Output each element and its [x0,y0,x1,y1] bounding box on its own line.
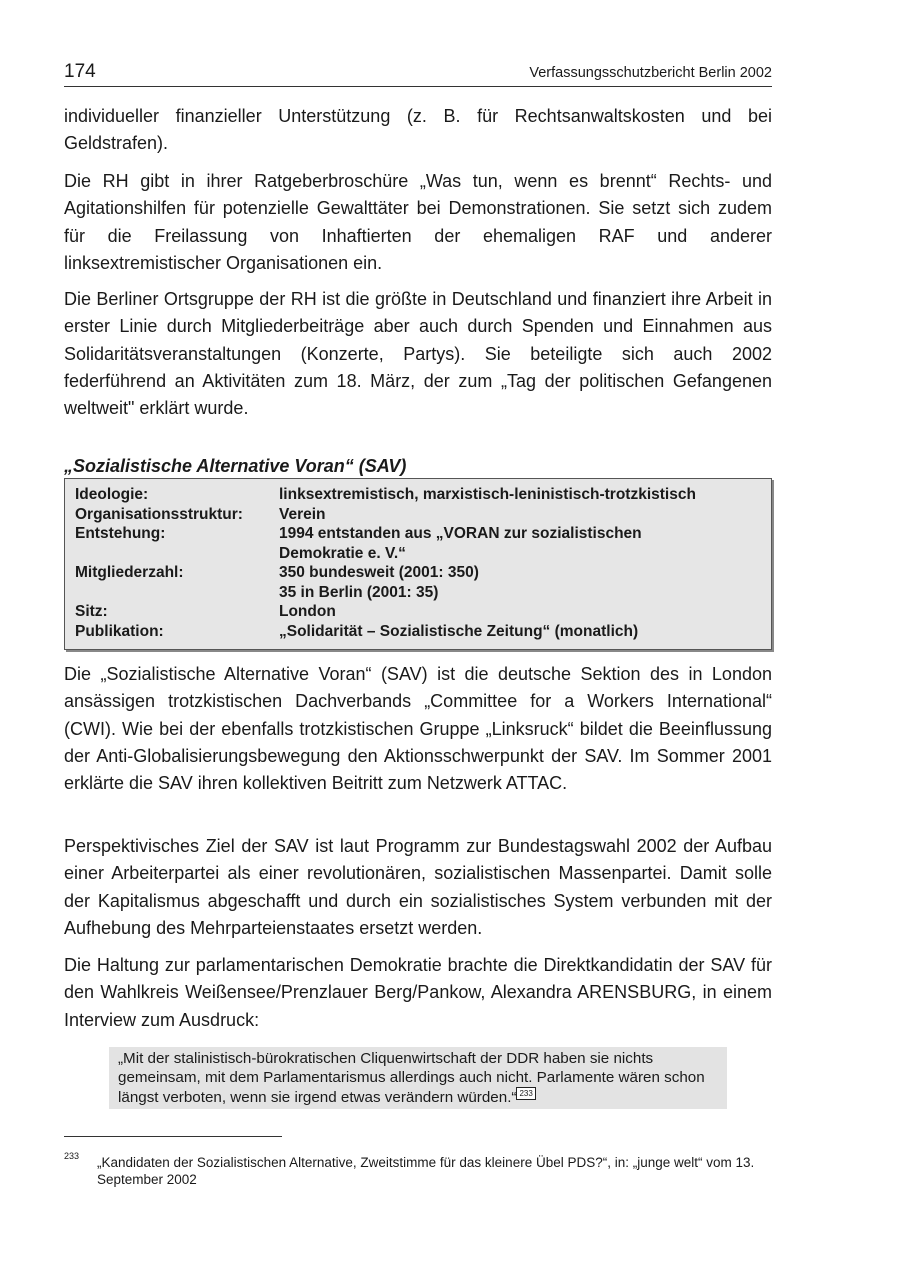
paragraph: Die Berliner Ortsgruppe der RH ist die größte in Deutschland und finanziert ihre Arbeit in erster Linie durch Mitgliederbeiträge aber auch durch Spenden und Einnahmen aus Solidaritätsveranstaltungen (Konzerte, Partys). Sie beteiligte sich auch 2002 federführend an Aktivitäten zum 18. März, der zum „Tag der politischen Gefangenen weltweit" erklärt wurde. [64,289,772,419]
quote-box [109,1047,727,1109]
fact-label-sitz: Sitz: [75,603,108,620]
fact-box [64,478,772,650]
running-title: Verfassungsschutzbericht Berlin 2002 [529,65,772,81]
paragraph: Perspektivisches Ziel der SAV ist laut Programm zur Bundestagswahl 2002 der Aufbau einer Arbeiterpartei als einer revolutionären, sozialistischen Massenpartei. Damit solle der Kapitalismus abgeschafft und durch ein sozialistisches System verbunden mit der Aufhebung des Mehrparteienstaates ersetzt werden. [64,836,772,938]
fact-label-publikation: Publikation: [75,622,164,640]
paragraph: Die RH gibt in ihrer Ratgeberbroschüre „Was tun, wenn es brennt“ Rechts- und Agitationshilfen für potenzielle Gewalttäter bei Demonstrationen. Sie setzt sich zudem für die Freilassung von Inhaftierten der ehemaligen RAF und anderer linksextremistischer Organisationen ein. [64,171,772,273]
quote [118,1049,728,1107]
footnote-reference[interactable]: 233 [516,1087,535,1100]
footnote-divider [64,1136,282,1137]
fact-value-mitglieder-berlin: 35 in Berlin (2001: 35) [279,583,439,601]
footnote-text: „Kandidaten der Sozialistischen Alternative, Zweitstimme für das kleinere Übel PDS?“, in: „junge welt“ vom 13. September 2002 [97,1155,755,1187]
fact-label-entstehung: Entstehung: [75,525,166,542]
fact-value-struktur: Verein [279,505,326,523]
paragraph: individueller finanzieller Unterstützung (z. B. für Rechtsanwaltskosten und bei Geldstrafen). [64,106,772,154]
fact-label-struktur: Organisationsstruktur: [75,505,243,523]
paragraph: Die Haltung zur parlamentarischen Demokratie brachte die Direktkandidatin der SAV für den Wahlkreis Weißensee/Prenzlauer Berg/Pankow, Alexandra ARENSBURG, in einem Interview zum Ausdruck: [64,955,772,1030]
fact-value-sitz: London [279,603,336,620]
quote-text: „Mit der stalinistisch-bürokratischen Cliquenwirtschaft der DDR haben sie nichts gemeinsam, mit dem Parlamentarismus allerdings auch nicht. Parlamente wären schon längst verboten, wenn sie irgend etwas verändern würden.“ [118,1050,705,1106]
paragraph: Die „Sozialistische Alternative Voran“ (SAV) ist die deutsche Sektion des in London ansässigen trotzkistischen Dachverbands „Committee for a Workers International“ (CWI). Wie bei der ebenfalls trotzkistischen Gruppe „Linksruck“ bildet die Beeinflussung der Anti-Globalisierungsbewegung den Aktionsschwerpunkt der SAV. Im Sommer 2001 erklärte die SAV ihren kollektiven Beitritt zum Netzwerk ATTAC. [64,664,772,794]
fact-value-ideologie: linksextremistisch, marxistisch-leninistisch-trotzkistisch [279,486,696,503]
fact-label-ideologie: Ideologie: [75,486,149,503]
fact-value-publikation: „Solidarität – Sozialistische Zeitung“ (monatlich) [279,622,639,640]
fact-label-mitglieder: Mitgliederzahl: [75,564,184,581]
section-heading: „Sozialistische Alternative Voran“ (SAV) [64,456,407,476]
fact-value-mitglieder: 350 bundesweit (2001: 350) [279,564,479,581]
page-header [64,60,772,87]
footnote-number: 233 [64,1151,80,1161]
page-number: 174 [64,61,96,82]
fact-value-entstehung-cont: Demokratie e. V.“ [279,544,406,562]
fact-value-entstehung: 1994 entstanden aus „VORAN zur sozialistischen [279,525,642,542]
